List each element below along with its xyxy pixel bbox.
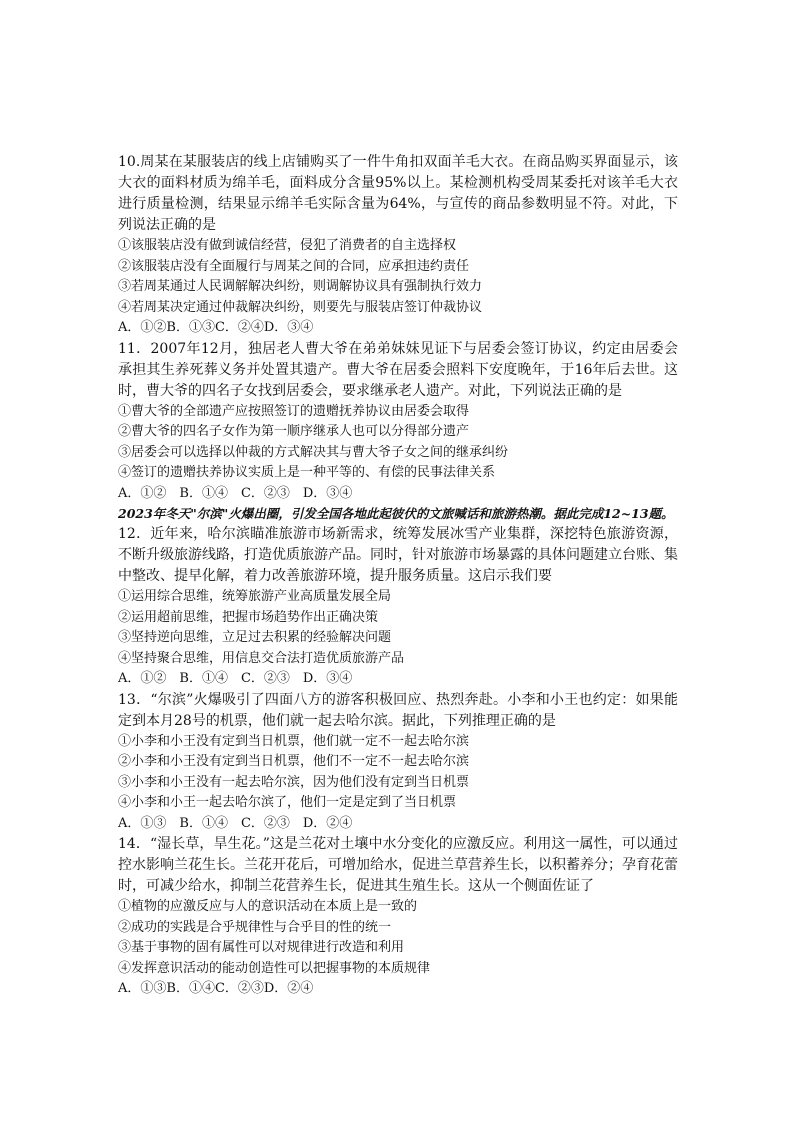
- answer-choices: A．①③ B．①④ C．②③ D．②④: [118, 815, 353, 831]
- option-3: ③居委会可以选择以仲裁的方式解决其与曹大爷子女之间的继承纠纷: [118, 444, 509, 460]
- option-1: ①曹大爷的全部遗产应按照签订的遗赠抚养协议由居委会取得: [118, 403, 470, 419]
- option-4: ④发挥意识活动的能动创造性可以把握事物的本质规律: [118, 960, 431, 976]
- option-2: ②成功的实践是合乎规律性与合乎目的性的统一: [118, 919, 392, 935]
- option-4: ④小李和小王一起去哈尔滨了，他们一定是定到了当日机票: [118, 795, 457, 810]
- option-2: ②小李和小王没有定到当日机票，他们不一定不一起去哈尔滨: [118, 754, 470, 769]
- question-stem: 11．2007年12月，独居老人曹大爷在弟弟妹妹见证下与居委会签订协议，约定由居委会承担其生养死葬义务并处置其遗产。曹大爷在居委会照料下安度晚年，于16年后去世。这时，曹大爷的四名子女找到居委会，要求继承老人遗产。对此，下列说法正确的是: [118, 340, 678, 399]
- answer-choices: A．①③B．①④C．②③D．②④: [118, 981, 314, 996]
- option-1: ①该服装店没有做到诚信经营，侵犯了消费者的自主选择权: [118, 238, 457, 253]
- option-3: ③若周某通过人民调解解决纠纷，则调解协议具有强制执行效力: [118, 279, 483, 294]
- question-stem: 14．“湿长草，旱生花。”这是兰花对土壤中水分变化的应激反应。利用这一属性，可以通过控水影响兰花生长。兰花开花后，可增加给水，促进兰草营养生长，以积蓄养分；孕育花蕾时，可减少给水，抑制兰花营养生长，促进其生殖生长。这从一个侧面佐证了: [118, 836, 678, 894]
- question-12: [118, 524, 678, 690]
- answer-choices: A．①② B．①④ C．②③ D．③④: [118, 485, 353, 501]
- question-11: [118, 339, 678, 505]
- exam-page: [118, 152, 678, 1000]
- option-2: ②该服装店没有全面履行与周某之间的合同，应承担违约责任: [118, 258, 470, 274]
- option-3: ③小李和小王没有一起去哈尔滨，因为他们没有定到当日机票: [118, 774, 470, 790]
- option-2: ②曹大爷的四名子女作为第一顺序继承人也可以分得部分遗产: [118, 424, 470, 439]
- question-stem: 10.周某在某服装店的线上店铺购买了一件牛角扣双面羊毛大衣。在商品购买界面显示，该大衣的面料材质为绵羊毛，面料成分含量95%以上。某检测机构受周某委托对该羊毛大衣进行质量检测，结果显示绵羊毛实际含量为64%，与宣传的商品参数明显不符。对此，下列说法正确的是: [118, 154, 678, 233]
- option-4: ④签订的遗赠扶养协议实质上是一种平等的、有偿的民事法律关系: [118, 465, 496, 480]
- option-1: ①小李和小王没有定到当日机票，他们就一定不一起去哈尔滨: [118, 733, 470, 749]
- option-4: ④坚持聚合思维，用信息交合法打造优质旅游产品: [118, 650, 405, 666]
- question-10: [118, 152, 678, 339]
- option-3: ③坚持逆向思维，立足过去积累的经验解决问题: [118, 630, 392, 645]
- answer-choices: A．①②B．①③C．②④D．③④: [118, 320, 314, 335]
- question-14: [118, 834, 678, 1000]
- answer-choices: A．①② B．①④ C．②③ D．③④: [118, 671, 353, 686]
- option-4: ④若周某决定通过仲裁解决纠纷，则要先与服装店签订仲裁协议: [118, 299, 483, 315]
- question-stem: 12．近年来，哈尔滨瞄准旅游市场新需求，统筹发展冰雪产业集群，深挖特色旅游资源，不断升级旅游线路，打造优质旅游产品。同时，针对旅游市场暴露的具体问题建立台账、集中整改、提早化解，着力改善旅游环境，提升服务质量。这启示我们要: [118, 526, 678, 584]
- passage-intro: 2023年冬天"尔滨"火爆出圈，引发全国各地此起彼伏的文旅喊话和旅游热潮。据此完成12~13题。: [118, 506, 674, 521]
- option-1: ①植物的应激反应与人的意识活动在本质上是一致的: [118, 899, 418, 914]
- option-3: ③基于事物的固有属性可以对规律进行改造和利用: [118, 940, 405, 955]
- option-2: ②运用超前思维，把握市场趋势作出正确决策: [118, 609, 379, 625]
- question-stem: 13．“尔滨”火爆吸引了四面八方的游客积极回应、热烈奔赴。小李和小王也约定：如果能定到本月28号的机票，他们就一起去哈尔滨。据此，下列推理正确的是: [118, 691, 678, 729]
- option-1: ①运用综合思维，统筹旅游产业高质量发展全局: [118, 589, 392, 604]
- question-13: [118, 690, 678, 835]
